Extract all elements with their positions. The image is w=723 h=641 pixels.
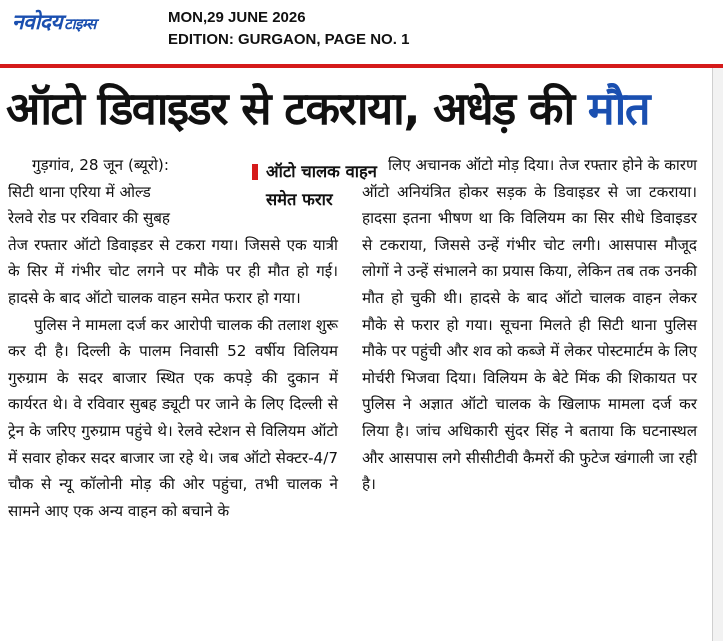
edition-date: MON,29 JUNE 2026 [168,9,306,26]
dateline: गुड़गांव, 28 जून (ब्यूरो): [32,156,169,174]
logo-sub-text: टाइम्स [64,15,96,33]
article-headline [6,74,706,144]
lead-paragraph-rest: तेज रफ्तार ऑटो डिवाइडर से टकरा गया। जिससे एक यात्री के सिर में गंभीर चोट लगने पर मौके पर ही मौत हो गई। हादसे के बाद ऑटो चालक वाहन समेत फरार हो गया। [8,235,338,307]
article-column-1 [8,152,338,524]
subheadline-line-1: ऑटो चालक वाहन [266,162,377,181]
header-rule [0,64,723,68]
page-edge [712,68,723,641]
edition-page: EDITION: GURGAON, PAGE NO. 1 [168,31,410,48]
newspaper-logo [12,8,96,36]
lead-line-2: सिटी थाना एरिया में ओल्ड [8,182,151,201]
dateline-line [8,152,246,179]
paragraph-2: पुलिस ने मामला दर्ज कर आरोपी चालक की तलाश शुरू कर दी है। दिल्ली के पालम निवासी 52 वर्षीय विलियम गुरुग्राम के सदर बाजार स्थित एक कपड़े की दुकान में कार्यरत थे। वे रविवार सुबह ड्यूटी पर जाने के लिए दिल्ली से ट्रेन के जरिए गुरुग्राम पहुंचे थे। रेलवे स्टेशन से विलियम ऑटो में सवार होकर सदर बाजार जा रहे थे। जब ऑटो सेक्टर-4/7 चौक से न्यू कॉलोनी मोड़ की ओर पहुंचा, तभी चालक ने सामने आए एक अन्य वाहन को बचाने के [8,315,338,520]
masthead [0,0,723,62]
edition-meta [168,7,409,51]
headline-main: ऑटो डिवाइडर से टकराया, अधेड़ की [6,82,588,135]
logo-main-text: नवोदय [12,10,63,34]
headline-accent: मौत [587,82,649,135]
article-column-2 [362,152,697,498]
paragraph-3: लिए अचानक ऑटो मोड़ दिया। तेज रफ्तार होने के कारण ऑटो अनियंत्रित होकर सड़क के डिवाइडर से जा टकराया। हादसा इतना भीषण था कि विलियम का सिर सीधे डिवाइडर से टकराया, जिससे उन्हें गंभीर चोट लगी। आसपास मौजूद लोगों ने उन्हें संभालने का प्रयास किया, लेकिन तब तक उनकी मौत हो चुकी थी। हादसे के बाद ऑटो चालक वाहन लेकर मौके से फरार हो गया। सूचना मिलते ही सिटी थाना पुलिस मौके पर पहुंची और शव को कब्जे में लेकर पोस्टमार्टम के लिए मोर्चरी भिजवा दिया। विलियम के बेटे मिंक की शिकायत पर पुलिस ने अज्ञात ऑटो चालक के खिलाफ मामला दर्ज कर लिया है। जांच अधिकारी सुंदर सिंह ने बताया कि घटनास्थल और आसपास लगे सीसीटीवी कैमरों की फुटेज खंगाली जा रही है। [362,156,697,494]
subheadline-line-2: समेत फरार [266,190,333,209]
lead-line-3: रेलवे रोड पर रविवार की सुबह [8,209,170,228]
